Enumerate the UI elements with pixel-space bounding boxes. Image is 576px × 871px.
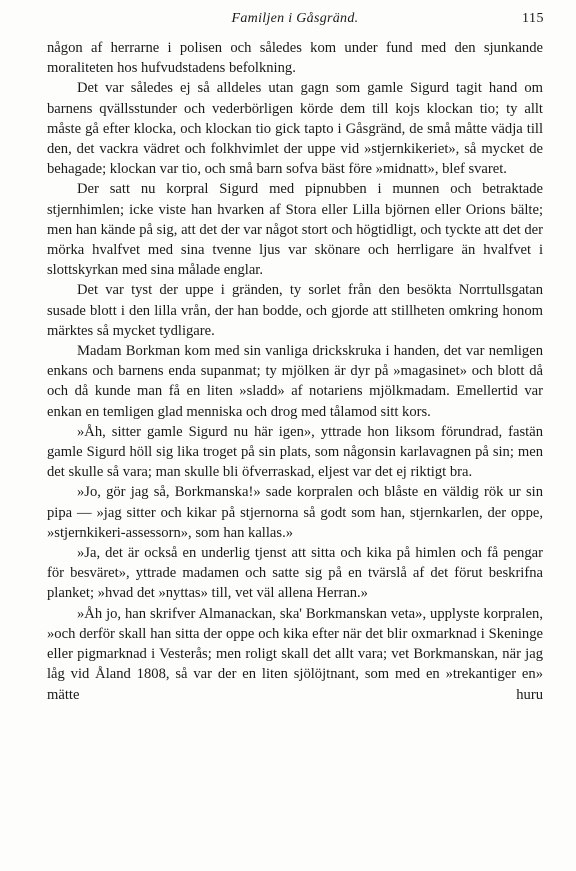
paragraph: »Jo, gör jag så, Borkmanska!» sade korpralen och blåste en väldig rök ur sin pipa — »jag sitter och kikar på stjernorna så godt som han, stjernkarlen, der oppe, »stjernkikeri-assessorn», som han kallas.» — [47, 484, 543, 541]
page-number: 115 — [522, 11, 544, 26]
paragraph: Det var således ej så alldeles utan gagn som gamle Sigurd tagit hand om barnens qvällsstunder och vederbörligen körde dem till kojs klockan tio; ty allt måste gå efter klocka, och klockan tio gick tapto i Gåsgränd, de små måtte vädja till den, det vackra vädret och folkhvimlet der uppe vid »stjernkikeriet», så mycket de behagade; klockan var tio, och små barn sofva bäst före »midnatt», blef svaret. — [47, 80, 543, 178]
running-title: Familjen i Gåsgränd. — [231, 11, 359, 26]
paragraph: någon af herrarne i polisen och således kom under fund med den sjunkande moraliteten hos hufvudstadens befolkning. — [47, 40, 543, 77]
body-text — [47, 38, 543, 705]
page-header — [46, 11, 544, 31]
paragraph: Det var tyst der uppe i gränden, ty sorlet från den besökta Norrtullsgatan susade blott i den lilla vrån, der han bodde, och gjorde att stillheten omkring honom märktes så mycket tydligare. — [47, 282, 543, 339]
paragraph: Der satt nu korpral Sigurd med pipnubben i munnen och betraktade stjernhimlen; icke viste han hvarken af Stora eller Lilla björnen eller Orions bälte; men han kände på sig, att det der var något stort och högtidligt, och tyckte att det der mörka hvalfvet med sina tvenne ljus var skönare och herrligare än hvalfvet i slottskyrkan med sina målade englar. — [47, 181, 543, 279]
paragraph: »Åh jo, han skrifver Almanackan, ska' Borkmanskan veta», upplyste korpralen, »och derför skall han sitta der oppe och kika efter när det blir oxmarknad i Skeninge eller pigmarknad i Vesterås; men roligt skall det allt vara; vet Borkmanskan, när jag låg vid Åland 1808, så var der en liten sjölöjtnant, som med en »trekantiger en» mätte huru — [47, 605, 543, 703]
paragraph: »Åh, sitter gamle Sigurd nu här igen», yttrade hon liksom förundrad, fastän gamle Sigurd höll sig lika troget på sin plats, som någonsin karlavagnen på sin; men det skulle så vara; man skulle bli öfverraskad, eljest var det ej riktigt bra. — [47, 423, 543, 481]
paragraph: Madam Borkman kom med sin vanliga drickskruka i handen, det var nemligen enkans och barnens enda supanmat; ty mjölken är dyr på »magasinet» och blott då och då kunde man få en liten »sladd» af notariens mjölkmadam. Emellertid var enkan en temligen glad menniska och drog med tålamod sitt kors. — [47, 343, 543, 420]
paragraph: »Ja, det är också en underlig tjenst att sitta och kika på himlen och få pengar för besväret», yttrade madamen och satte sig på en tvärslå af det förut beskrifna planket; »hvad det »nyttas» till, vet väl allena Herran.» — [47, 545, 543, 602]
